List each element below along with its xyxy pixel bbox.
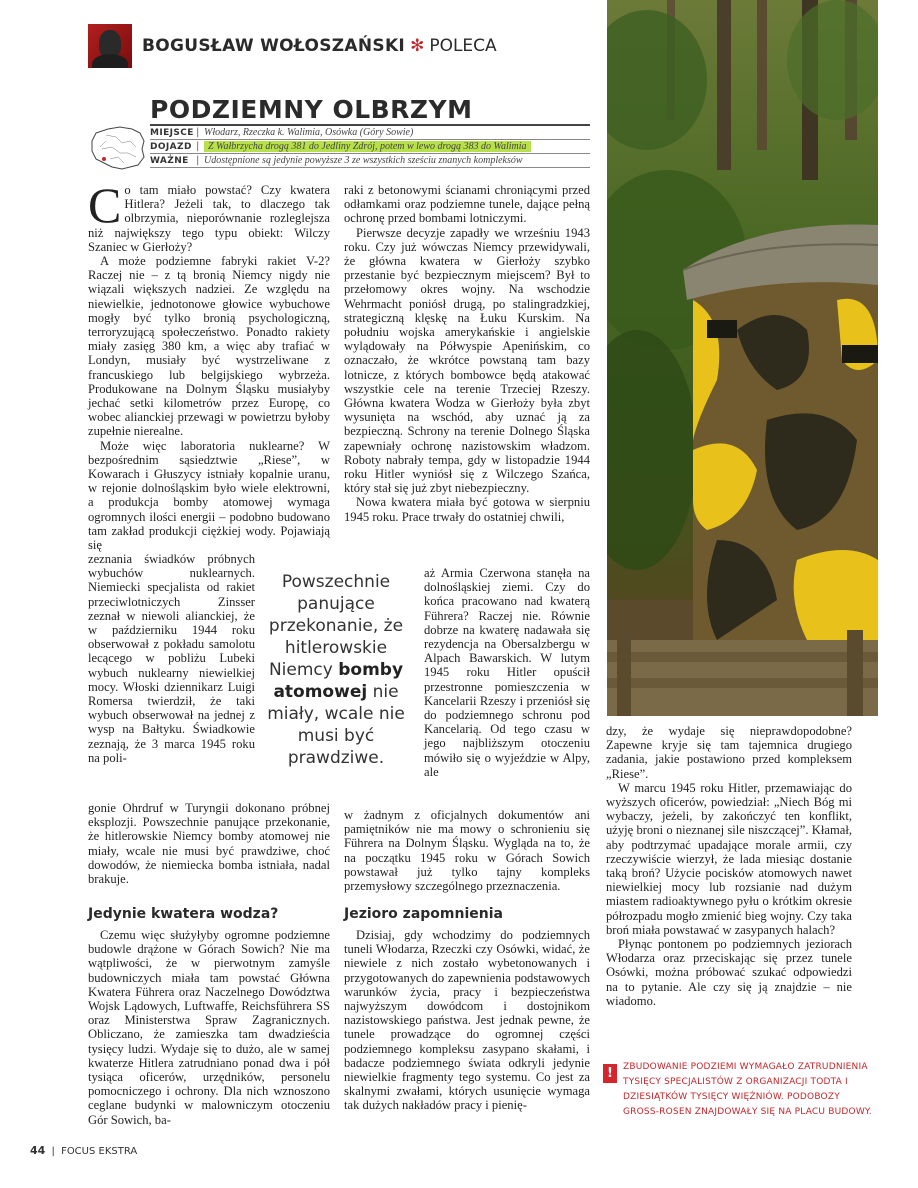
pull-quote-emphasis: bomby atomowej — [273, 660, 404, 702]
info-table — [150, 124, 590, 168]
column-2-narrow — [424, 566, 590, 779]
exclamation-icon: ! — [603, 1064, 617, 1083]
paragraph: A może podziemne fabryki rakiet V-2? Raczej nie – z tą bronią Niemcy nigdy nie wiązali większych nadziei. Ze względu na niewielkie, jednotonowe głowice wybuchowe mogły być tylko bronią psychologiczną, terroryzującą społeczeństwo. Ponadto rakiety miały zasięg 380 km, a więc aby trafiać w Londyn, musiały być wystrzeliwane z francuskiego lub belgijskiego wybrzeża. Produkowane na Dolnym Śląsku musiałyby jechać setki kilometrów przez Europę, co wobec alianckiej przewagi w powietrzu byłoby zupełnie nierealne. — [88, 254, 330, 439]
subhead-jezioro: Jezioro zapomnienia — [344, 906, 503, 922]
pull-quote: Powszechnie panujące przekonanie, że hitlerowskie Niemcy bomby atomowej nie miały, wcale nie musi być prawdziwe. — [267, 572, 405, 768]
info-value-highlighted: Z Wałbrzycha drogą 381 do Jedliny Zdrój, potem w lewo drogą 383 do Walimia — [204, 141, 531, 152]
subhead-kwatera: Jedynie kwatera wodza? — [88, 906, 279, 922]
poland-map-icon — [86, 123, 148, 173]
magazine-name: FOCUS EKSTRA — [61, 1146, 138, 1157]
info-key: MIEJSCE — [150, 127, 194, 138]
star-icon: ✻ — [410, 36, 425, 56]
author-tag: POLECA — [429, 36, 497, 56]
lead-paragraph: Co tam miało powstać? Czy kwatera Hitlera? Jeżeli tak, to dlaczego tak olbrzymia, nieporównanie rozleglejsza niż największy tego typu obiekt: Wilczy Szaniec w Gierłoży? — [88, 177, 330, 254]
paragraph: dzy, że wydaje się nieprawdopodobne? Zapewne kryje się tam tajemnica drugiego zadania, jakie postawiono przed kompleksem „Riese”. — [606, 724, 852, 781]
column-1-mid — [88, 801, 330, 886]
paragraph: zeznania świadków próbnych wybuchów nuklearnych. Niemiecki specjalista od rakiet przeciwlotniczych Zinsser zeznał w niewoli alianckiej, że w październiku 1944 roku obserwował z pokładu samolotu lecącego w pobliżu Lubeki wybuch nuklearny niewielkiej mocy. Włoski dziennikarz Luigi Romersa twierdził, że taki wybuch obserwował na jednej z wysp na Bałtyku. Świadkowie zeznają, że 3 marca 1945 roku na poli- — [88, 552, 255, 765]
column-1-narrow — [88, 552, 255, 765]
paragraph: Może więc laboratoria nuklearne? W bezpośrednim sąsiedztwie „Riese”, w Kowarach i Głuszycy istniały kopalnie uranu, w rejonie dolnośląskim było wiele elektrowni, a produkcja bomby atomowej wymaga ogromnych ilości energii – podobno budowano tam zakład produkcji ciężkiej wody. Pojawiają się — [88, 438, 330, 553]
column-3 — [606, 724, 852, 1008]
drop-cap: C — [88, 177, 122, 233]
paragraph: Płynąc pontonem po podziemnych jeziorach Włodarza oraz przeciskając się przez tunele Osówki, można próbować szukać odpowiedzi na to pytanie. Ale czy się ją znajdzie – nie wiadomo. — [606, 937, 852, 1008]
article-title: PODZIEMNY OLBRZYM — [150, 95, 473, 124]
paragraph: Nowa kwatera miała być gotowa w sierpniu 1945 roku. Prace trwały do ostatniej chwili, — [344, 495, 590, 524]
paragraph: Czemu więc służyłyby ogromne podziemne budowle drążone w Górach Sowich? Nie ma wątpliwości, że w pierwotnym zamyśle budowniczych miała tam powstać Główna Kwatera Führera oraz Naczelnego Dowództwa Wojsk Lądowych, Luftwaffe, Reichsführera SS oraz Ministerstwa Spraw Zagranicznych. Obliczano, że zamieszka tam dwadzieścia tysięcy ludzi. Wydaje się to dużo, ale w samej kwaterze Hitlera zatrudniano ponad dwa i pół tysiąca oficerów, urzędników, personelu pomocniczego i ochrony. Dla nich wznoszono ceglane budynki w malowniczym otoczeniu Gór Sowich, ba- — [88, 928, 330, 1127]
page-number: 44 — [30, 1144, 46, 1157]
info-key: WAŻNE — [150, 155, 189, 166]
info-row-wazne — [150, 154, 590, 168]
column-1-top — [88, 177, 330, 553]
author-portrait — [88, 24, 132, 68]
info-value: Włodarz, Rzeczka k. Walimia, Osówka (Góry Sowie) — [204, 127, 414, 138]
info-row-miejsce — [150, 126, 590, 140]
column-1-bottom — [88, 928, 330, 1127]
column-2-mid — [344, 808, 590, 893]
paragraph: w żadnym z oficjalnych dokumentów ani pamiętników nie ma mowy o schronieniu się Führera na Dolnym Śląsku. Wygląda na to, że na początku 1945 roku w Górach Sowich powstawał już tylko tajny kompleks przemysłowy szczególnego przeznaczenia. — [344, 808, 590, 894]
bunker-photo — [607, 0, 878, 716]
author-header — [88, 24, 497, 68]
info-key: DOJAZD — [150, 141, 192, 152]
info-value: Udostępnione są jedynie powyższe 3 ze wszystkich sześciu znanych kompleksów — [204, 155, 523, 166]
author-name: BOGUSŁAW WOŁOSZAŃSKI — [142, 36, 406, 56]
warning-text: ZBUDOWANIE PODZIEMI WYMAGAŁO ZATRUDNIENIA TYSIĘCY SPECJALISTÓW Z ORGANIZACJI TODTA I DZIESIĄTKÓW TYSIĘCY WIĘŹNIÓW. PODOBOZY GROSS-ROSEN ZNAJDOWAŁY SIĘ NA PLACU BUDOWY. — [623, 1062, 872, 1117]
info-separator: | — [196, 127, 200, 138]
paragraph: raki z betonowymi ścianami chroniącymi przed odłamkami oraz podziemne tunele, dające pełną ochronę przed bombami lotniczymi. — [344, 183, 590, 226]
column-2-top — [344, 183, 590, 524]
paragraph: Pierwsze decyzje zapadły we wrześniu 1943 roku. Czy już wówczas Niemcy przewidywali, że główna kwatera w Gierłoży szybko przestanie być bezpiecznym miejscem? Był to przełomowy okres wojny. Na wschodzie Wehrmacht poniósł drugą, po stalingradzkiej, strategiczną klęskę na Łuku Kurskim. Na południu wojska amerykańskie i angielskie wylądowały na Półwyspie Apenińskim, co oznaczało, że wkrótce powstaną tam bazy lotnicze, z których bombowce będą atakować wszystkie cele na terenie Trzeciej Rzeszy. Główna kwatera Wodza w Gierłoży była zbyt wysunięta na wschód, aby uznać ją za bezpieczną. Schrony na terenie Dolnego Śląska zapewniały ochronę nazistowskim władzom. Roboty nabrały tempa, gdy w listopadzie 1944 roku Hitler wyniósł się z Wilczego Szańca, który stał się już zbyt niebezpieczny. — [344, 225, 590, 496]
warning-box — [603, 1060, 873, 1120]
column-2-bottom — [344, 928, 590, 1113]
footer-separator: | — [51, 1146, 55, 1157]
info-row-dojazd — [150, 140, 590, 154]
paragraph: aż Armia Czerwona stanęła na dolnośląskiej ziemi. Czy do końca pracowano nad kwaterą Führera? Raczej nie. Równie dobrze na kwaterę nadawała się rezydencja na Obersalzbergu w Alpach Bawarskich. W lutym 1945 roku Hitler opuścił przestronne pomieszczenia w Kancelarii Rzeszy i przeniósł się do podziemnego schronu pod Kancelarią. Od tego czasu w jego najbliższym otoczeniu mówiło się o wyjeździe w Alpy, ale — [424, 566, 590, 779]
page-footer — [30, 1144, 137, 1157]
paragraph: W marcu 1945 roku Hitler, przemawiając do wyższych oficerów, powiedział: „Niech Bóg mi wybaczy, jeżeli, by zakończyć ten konflikt, użyję broni o nieznanej sile niszczącej”. Kłamał, aby podtrzymać upadające morale armii, czy rzeczywiście wierzył, że lada miesiąc dostanie taką broń? Użycie pocisków atomowych nawet niewielkiej mocy lub rozsianie nad dużym miastem radioaktywnego pyłu o krótkim okresie półrozpadu mogło zmienić bieg wojny. Czy taka broń miała powstawać w zasypanych halach? — [606, 780, 852, 937]
paragraph: Dzisiaj, gdy wchodzimy do podziemnych tuneli Włodarza, Rzeczki czy Osówki, widać, że niewiele z nich zostało wybetonowanych i przygotowanych do zapewnienia podstawowych warunków życia, pracy i bezpieczeństwa najwyższym dowódcom i dostojnikom nazistowskiego państwa. Jest jednak pewne, że tunele prowadzące do ogromnej części podziemnego kompleksu zasypano skałami, i badacze podziemnego świata odkryli jedynie niewielkie fragmenty tego systemu. Co jest za skalnymi zwałami, których usunięcie wymaga tak dużych nakładów pracy i pienię- — [344, 928, 590, 1113]
info-separator: | — [196, 141, 200, 152]
paragraph: gonie Ohrdruf w Turyngii dokonano próbnej eksplozji. Powszechnie panujące przekonanie, że hitlerowskie Niemcy bomby atomowej nie miały, wcale nie musi być prawdziwe, choć dowodów, że niemiecka bomba istniała, nadal brakuje. — [88, 801, 330, 887]
info-separator: | — [196, 155, 200, 166]
